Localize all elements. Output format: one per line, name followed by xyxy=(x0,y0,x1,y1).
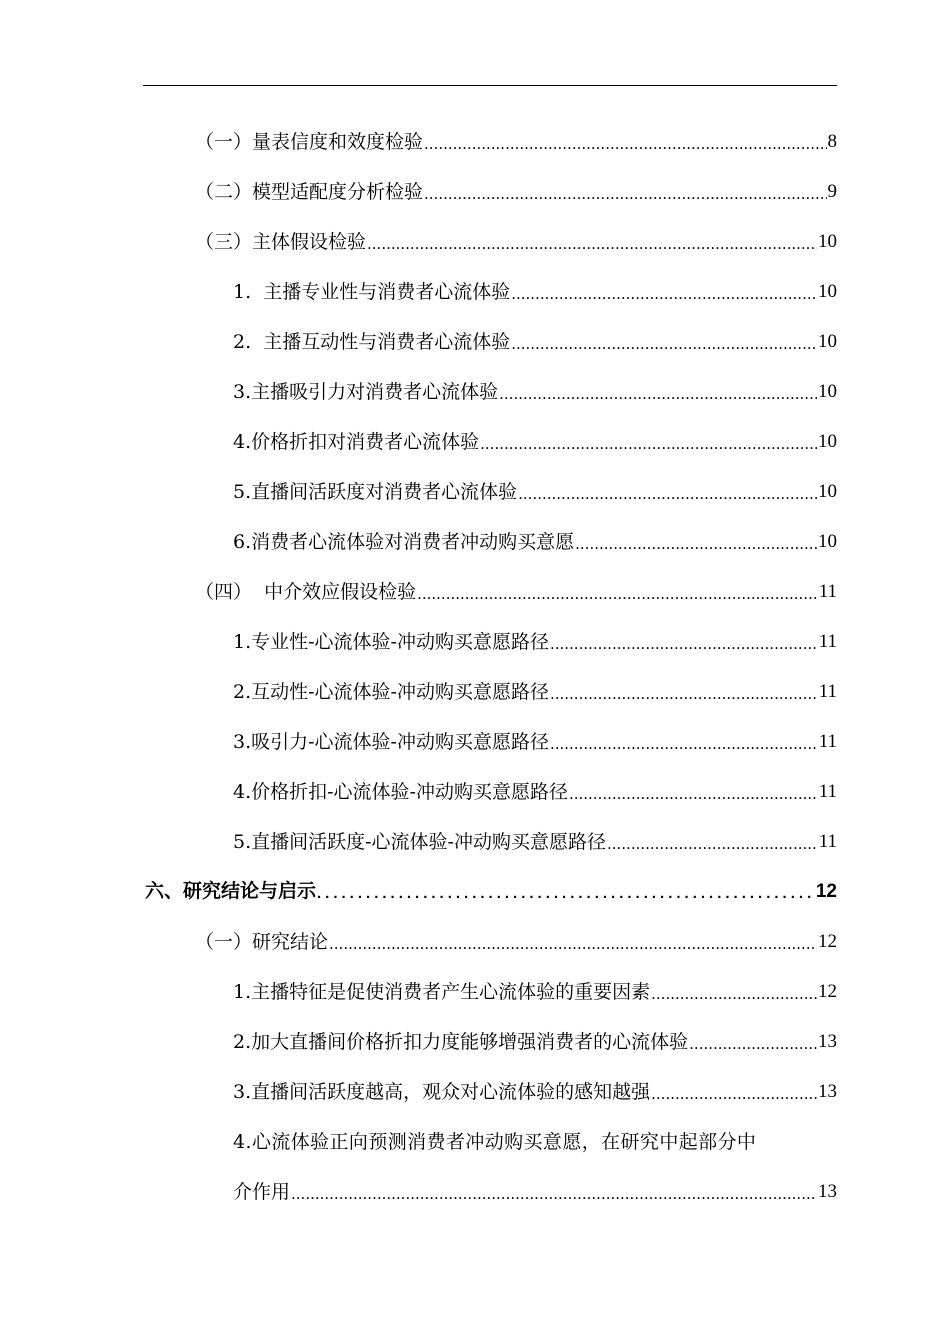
toc-entry-label-line2: 介作用 xyxy=(233,1181,291,1203)
toc-chapter-entry[interactable] xyxy=(0,867,837,917)
toc-entry[interactable] xyxy=(0,1017,837,1067)
toc-entry-label: 3.主播吸引力对消费者心流体验 xyxy=(233,381,499,403)
toc-entry-label: （三）主体假设检验 xyxy=(195,231,367,253)
dot-leader xyxy=(317,869,815,919)
dot-leader xyxy=(550,669,818,719)
toc-page-number: 11 xyxy=(818,681,837,702)
toc-entry[interactable] xyxy=(0,817,837,867)
dot-leader xyxy=(424,169,826,219)
toc-entry[interactable] xyxy=(0,567,837,617)
toc-page-number: 10 xyxy=(818,331,837,352)
toc-entry[interactable] xyxy=(0,1167,837,1217)
dot-leader xyxy=(291,1169,817,1219)
toc-page-number: 10 xyxy=(818,381,837,402)
toc-entry[interactable] xyxy=(0,267,837,317)
toc-page-number: 13 xyxy=(818,1031,837,1052)
toc-entry-label: 六、研究结论与启示 xyxy=(145,881,317,902)
toc-entry-label: 2. 主播互动性与消费者心流体验 xyxy=(233,331,511,353)
toc-page-number: 12 xyxy=(818,931,837,952)
toc-entry[interactable] xyxy=(0,767,837,817)
toc-entry[interactable] xyxy=(0,967,837,1017)
toc-page-number: 11 xyxy=(818,631,837,652)
toc-page-number: 8 xyxy=(827,131,837,152)
toc-entry-label: （二）模型适配度分析检验 xyxy=(195,181,424,203)
dot-leader xyxy=(424,119,826,169)
toc-entry[interactable] xyxy=(0,617,837,667)
toc-page-number: 13 xyxy=(818,1181,837,1202)
dot-leader xyxy=(329,919,817,969)
dot-leader xyxy=(518,469,817,519)
toc-page-number: 10 xyxy=(818,231,837,252)
toc-entry-label-line1[interactable]: 4.心流体验正向预测消费者冲动购买意愿，在研究中起部分中 xyxy=(233,1131,757,1153)
toc-entry-label: 5.直播间活跃度-心流体验-冲动购买意愿路径 xyxy=(233,831,606,853)
toc-entry[interactable] xyxy=(0,467,837,517)
toc-entry[interactable] xyxy=(0,717,837,767)
toc-entry[interactable] xyxy=(0,317,837,367)
toc-page-number: 12 xyxy=(818,981,837,1002)
dot-leader xyxy=(651,969,817,1019)
dot-leader xyxy=(480,419,817,469)
toc-entry-label: 1.专业性-心流体验-冲动购买意愿路径 xyxy=(233,631,549,653)
toc-page-number: 13 xyxy=(818,1081,837,1102)
toc-page-number: 10 xyxy=(818,481,837,502)
toc-entry[interactable] xyxy=(0,167,837,217)
toc-page-number: 10 xyxy=(818,281,837,302)
toc-entry[interactable] xyxy=(0,667,837,717)
toc-page-number: 11 xyxy=(818,781,837,802)
dot-leader xyxy=(367,219,817,269)
toc-entry-label: 3.吸引力-心流体验-冲动购买意愿路径 xyxy=(233,731,549,753)
toc-entry-label: 2.加大直播间价格折扣力度能够增强消费者的心流体验 xyxy=(233,1031,689,1053)
header-rule xyxy=(143,85,837,86)
toc-page-number: 10 xyxy=(818,531,837,552)
toc-entry-label: 1.主播特征是促使消费者产生心流体验的重要因素 xyxy=(233,981,651,1003)
toc-entry-label: （一）量表信度和效度检验 xyxy=(195,131,424,153)
table-of-contents xyxy=(0,117,950,1217)
toc-entry[interactable] xyxy=(0,367,837,417)
toc-entry-label: 2.互动性-心流体验-冲动购买意愿路径 xyxy=(233,681,549,703)
toc-entry[interactable] xyxy=(0,117,837,167)
toc-page-number: 11 xyxy=(818,731,837,752)
dot-leader xyxy=(607,819,818,869)
dot-leader xyxy=(569,769,818,819)
toc-entry-label: 1. 主播专业性与消费者心流体验 xyxy=(233,281,511,303)
dot-leader xyxy=(511,319,817,369)
toc-entry-label: 6.消费者心流体验对消费者冲动购买意愿 xyxy=(233,531,575,553)
toc-entry-label: 3.直播间活跃度越高，观众对心流体验的感知越强 xyxy=(233,1081,651,1103)
toc-entry[interactable] xyxy=(0,1067,837,1117)
dot-leader xyxy=(550,619,818,669)
toc-entry[interactable] xyxy=(0,217,837,267)
dot-leader xyxy=(689,1019,817,1069)
toc-entry[interactable] xyxy=(0,917,837,967)
toc-entry-label: 5.直播间活跃度对消费者心流体验 xyxy=(233,481,518,503)
toc-entry-label: 4.价格折扣对消费者心流体验 xyxy=(233,431,480,453)
dot-leader xyxy=(550,719,818,769)
toc-entry[interactable] xyxy=(0,417,837,467)
dot-leader xyxy=(499,369,817,419)
toc-entry-label: （一）研究结论 xyxy=(195,931,329,953)
toc-entry-label: 4.价格折扣-心流体验-冲动购买意愿路径 xyxy=(233,781,568,803)
toc-page-number: 10 xyxy=(818,431,837,452)
dot-leader xyxy=(511,269,817,319)
dot-leader xyxy=(417,569,818,619)
toc-page-number: 11 xyxy=(818,831,837,852)
toc-page-number: 11 xyxy=(818,581,837,602)
dot-leader xyxy=(575,519,817,569)
toc-page-number: 9 xyxy=(827,181,837,202)
toc-entry-label: （四） 中介效应假设检验 xyxy=(195,581,417,603)
dot-leader xyxy=(651,1069,817,1119)
toc-entry[interactable] xyxy=(0,517,837,567)
toc-page-number: 12 xyxy=(815,881,837,902)
